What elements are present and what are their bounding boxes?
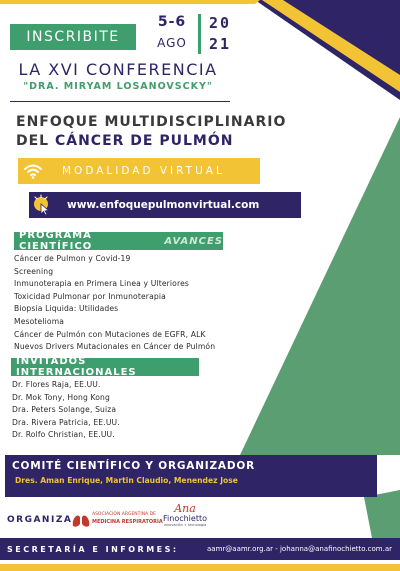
ana-finochietto-logo: [160, 503, 210, 533]
ana-logo-name: Finochietto: [163, 514, 207, 523]
programa-item: Toxicidad Pulmonar por Inmunoterapia: [14, 291, 166, 301]
modality-label: MODALIDAD VIRTUAL: [62, 165, 225, 177]
green-triangle: [240, 117, 400, 455]
aamr-logo-line2: MEDICINA RESPIRATORIA: [92, 519, 163, 525]
website-link[interactable]: [29, 192, 301, 218]
invitado-item: Dr. Mok Tony, Hong Kong: [12, 392, 110, 402]
event-dates: [155, 14, 255, 56]
lungs-icon: [72, 509, 90, 529]
cursor-click-icon: [29, 192, 57, 218]
yellow-bar-bottom: [0, 564, 400, 571]
navy-triangle-top: [255, 0, 400, 100]
footer-emails[interactable]: aamr@aamr.org.ar - johanna@anafinochietto.com.ar: [207, 545, 392, 553]
aamr-logo: [72, 509, 163, 531]
ana-logo-script: Ana: [174, 502, 196, 515]
aamr-logo-line1: ASOCIACION ARGENTINA DE: [92, 512, 156, 517]
programa-item: Mesotelioma: [14, 316, 65, 326]
modality-banner: [18, 158, 260, 184]
programa-item: Biopsia Liquida: Utilidades: [14, 304, 119, 314]
programa-item: Screening: [14, 266, 54, 276]
invitados-heading: INVITADOS INTERNACIONALES: [11, 358, 199, 376]
topic-line-1: ENFOQUE MULTIDISCIPLINARIO: [16, 114, 287, 130]
programa-heading-text: PROGRAMA CIENTÍFICO: [19, 230, 93, 252]
event-days: 5-6: [157, 14, 187, 30]
green-triangle-lower: [364, 490, 400, 538]
divider-line: [10, 101, 230, 102]
inscribite-button[interactable]: INSCRIBITE: [10, 24, 136, 50]
conference-subtitle: "DRA. MIRYAM LOSANOVSCKY": [23, 81, 213, 92]
programa-heading: [14, 232, 223, 250]
ana-logo-tagline: innovación + tecnología: [163, 523, 207, 527]
topic-line-2-prefix: DEL: [16, 133, 55, 149]
date-divider: [198, 14, 201, 54]
programa-heading-tag: AVANCES: [164, 235, 223, 247]
topic-line-2: [16, 133, 233, 149]
topic-line-2-highlight: CÁNCER DE PULMÓN: [54, 133, 234, 149]
comite-panel: [5, 455, 377, 497]
yellow-bar-top: [0, 0, 260, 4]
comite-names: Dres. Aman Enrique, Martin Claudio, Menendez Jose: [15, 476, 238, 485]
programa-item: Cáncer de Pulmon y Covid-19: [14, 254, 131, 263]
conference-title: LA XVI CONFERENCIA: [18, 60, 218, 79]
event-month: AGO: [157, 36, 187, 50]
programa-list: [14, 253, 215, 354]
comite-title: COMITÉ CIENTÍFICO Y ORGANIZADOR: [12, 460, 255, 472]
organiza-label: ORGANIZA: [7, 515, 73, 525]
invitados-list: [12, 379, 120, 442]
wifi-icon: [18, 158, 48, 184]
year-top: 20: [209, 14, 232, 32]
footer-bar: [0, 538, 400, 560]
programa-item: Inmunoterapia en Primera Linea y Ulteriores: [14, 279, 190, 289]
invitado-item: Dr. Rolfo Christian, EE.UU.: [12, 430, 115, 440]
invitado-item: Dra. Peters Solange, Suiza: [12, 405, 117, 415]
invitado-item: Dra. Rivera Patricia, EE.UU.: [12, 417, 120, 427]
invitado-item: Dr. Flores Raja, EE.UU.: [12, 380, 101, 389]
programa-item: Cáncer de Pulmón con Mutaciones de EGFR, ALK: [14, 329, 206, 339]
programa-item: Nuevos Drivers Mutacionales en Cáncer de Pulmón: [14, 342, 216, 352]
website-url[interactable]: www.enfoquepulmonvirtual.com: [67, 199, 260, 211]
year-bottom: 21: [209, 35, 232, 53]
footer-label: SECRETARÍA E INFORMES:: [7, 544, 179, 554]
